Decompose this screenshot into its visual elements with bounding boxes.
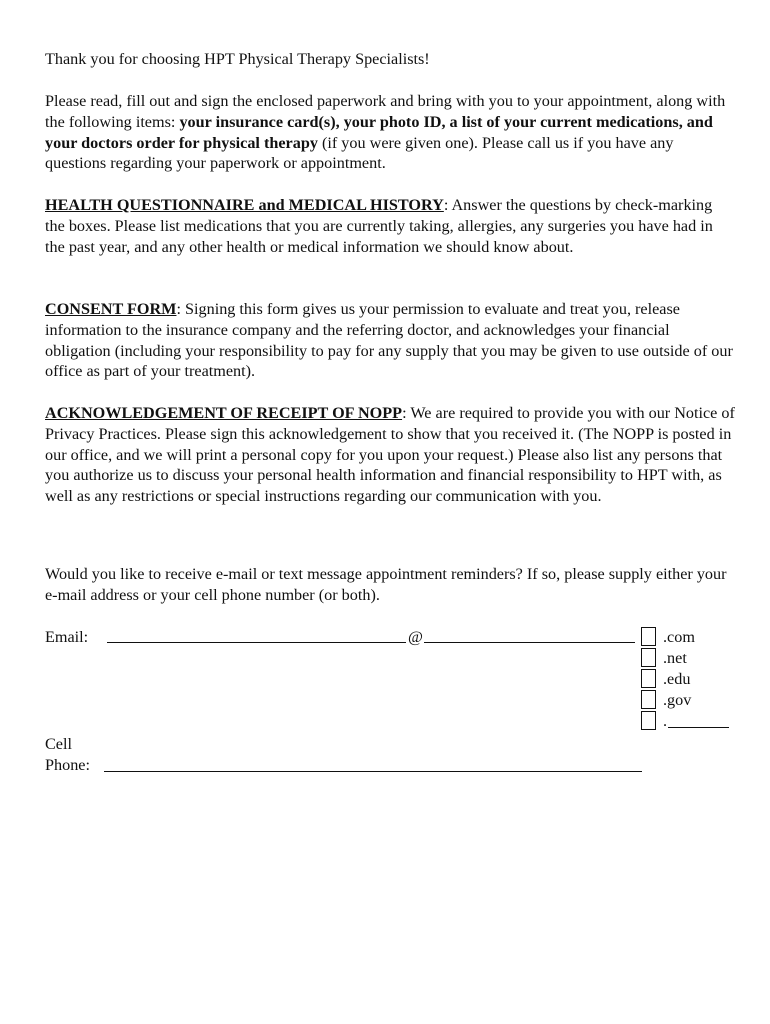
at-sign: @ [408,628,423,646]
gov-option-label: .gov [663,691,692,709]
section-nopp-acknowledgement [45,403,735,507]
com-option-label: .com [663,628,695,646]
intro-paragraph [45,91,735,174]
cell-phone-field[interactable] [104,771,642,772]
email-domain-field[interactable] [424,642,635,643]
required-items: your insurance card(s), your photo ID, a list of your current medications, and your doctors order for physical therapy [45,112,713,152]
net-checkbox[interactable] [641,648,656,667]
email-label: Email: [45,628,89,646]
other-domain-field[interactable] [668,727,729,728]
section-heading: HEALTH QUESTIONNAIRE and MEDICAL HISTORY [45,196,444,214]
net-option-label: .net [663,649,687,667]
gov-checkbox[interactable] [641,690,656,709]
intro-text-a: Please read, fill out and sign the enclosed paperwork and bring with you to your appointment, along with the following items: [45,92,726,131]
section-text: : Signing this form gives us your permission to evaluate and treat you, release information to the insurance company and the referring doctor, and acknowledges your financial obligation (including your responsibility to pay for any supply that you may be given to use outside of our office as part of your treatment). [45,300,733,381]
section-heading: CONSENT FORM [45,300,177,318]
email-username-field[interactable] [107,642,406,643]
intro-text-b: (if you were given one). Please call us if you have any questions regarding your paperwork or appointment. [45,133,674,173]
section-text: : We are required to provide you with our Notice of Privacy Practices. Please sign this acknowledgement to show that you received it. (The NOPP is posted in our office, and we will print a personal copy for you upon your request.) Please also list any persons that you authorize us to discuss your personal health information and financial responsibility to HPT with, as well as any restrictions or special instructions regarding our communication with you. [45,404,735,506]
other-option-label: . [663,712,668,730]
reminder-question: Would you like to receive e-mail or text message appointment reminders? If so, please supply either your e-mail address or your cell phone number (or both). [45,565,727,604]
edu-checkbox[interactable] [641,669,656,688]
other-domain-checkbox[interactable] [641,711,656,730]
phone-label: Phone: [45,756,90,774]
com-checkbox[interactable] [641,627,656,646]
thank-you-line: Thank you for choosing HPT Physical Therapy Specialists! [45,50,430,68]
section-text: : Answer the questions by check-marking the boxes. Please list medications that you are currently taking, allergies, any surgeries you have had in the past year, and any other health or medical information we should know about. [45,196,713,256]
cell-label: Cell [45,735,72,753]
section-health-questionnaire [45,195,735,257]
section-heading: ACKNOWLEDGEMENT OF RECEIPT OF NOPP [45,404,403,422]
section-consent-form [45,299,735,382]
edu-option-label: .edu [663,670,691,688]
